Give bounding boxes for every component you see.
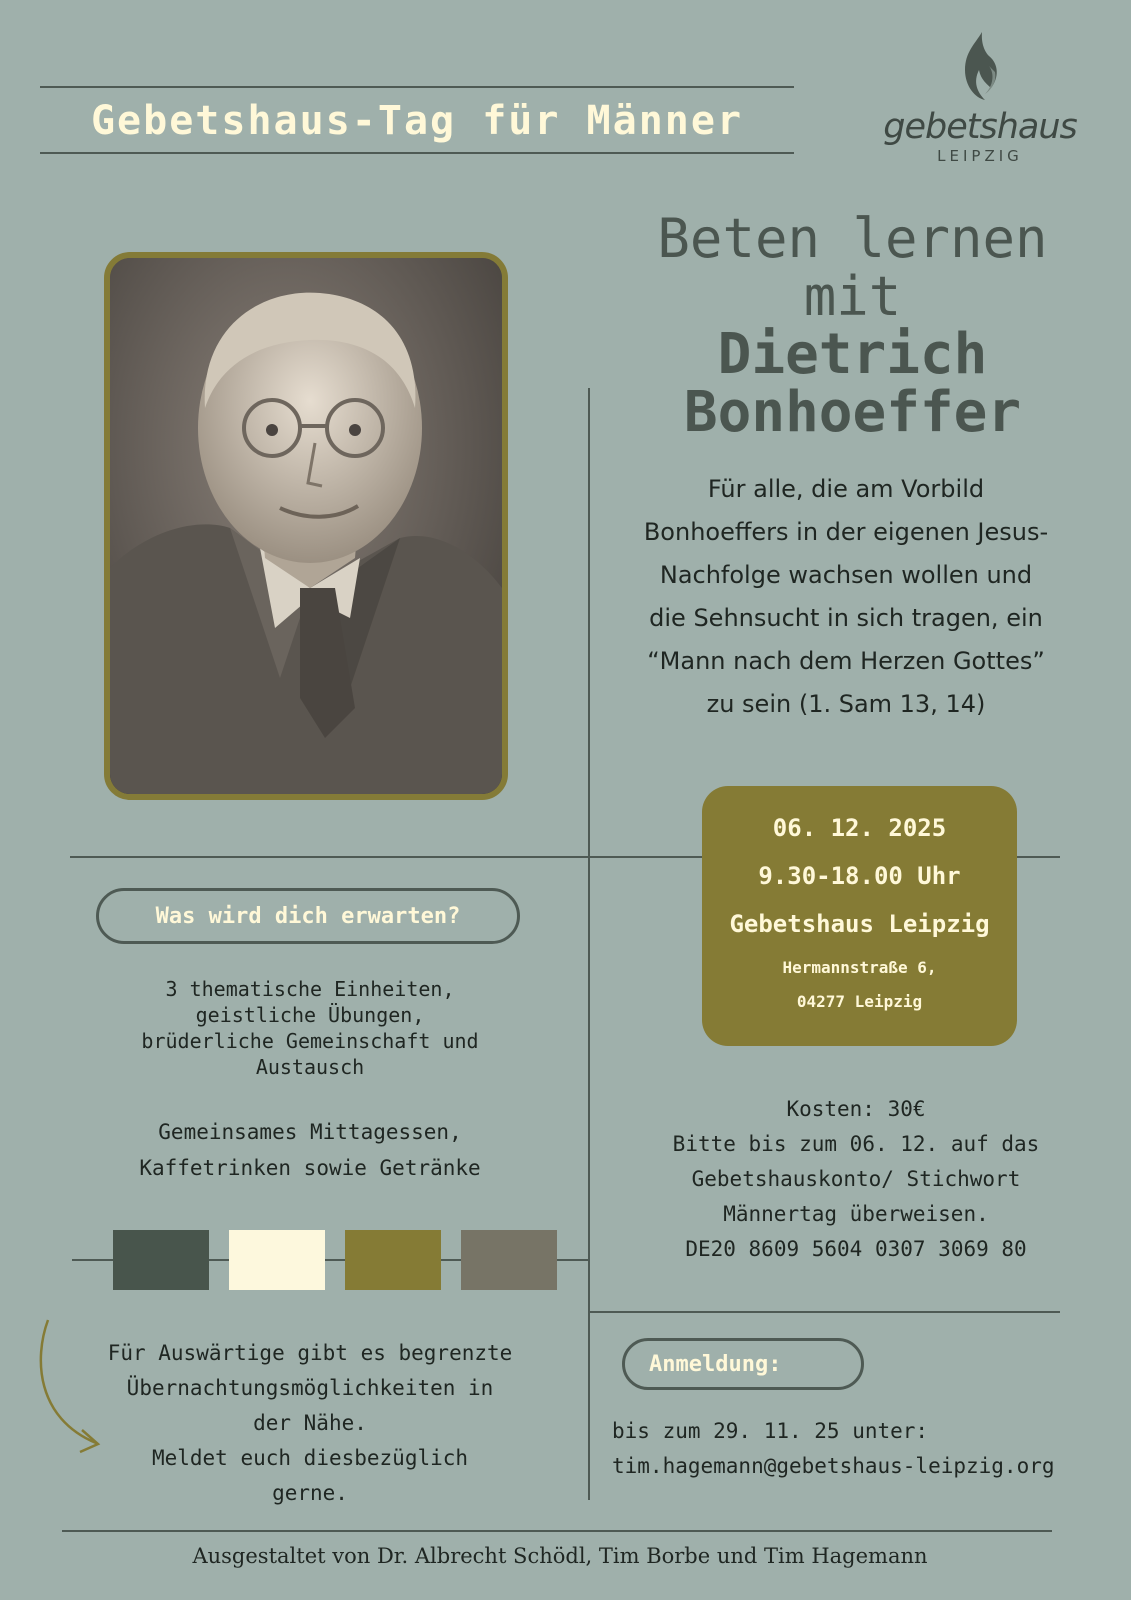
event-zip: 04277 Leipzig: [796, 992, 923, 1011]
flame-icon: [955, 30, 1005, 105]
swatch-cream: [229, 1230, 325, 1290]
logo-wordmark: gebetshaus: [883, 107, 1077, 147]
gebetshaus-logo: [880, 30, 1080, 165]
swatch-grey: [461, 1230, 557, 1290]
register-info: bis zum 29. 11. 25 unter: tim.hagemann@gebetshaus-leipzig.org: [612, 1419, 1055, 1478]
vertical-divider: [588, 388, 590, 1500]
intro-line: die Sehnsucht in sich tragen, ein: [649, 604, 1043, 632]
headline-line-1: Beten lernen: [657, 207, 1048, 270]
portrait-photo: [104, 252, 508, 800]
accommodation-note: Für Auswärtige gibt es begrenzte Übernachtungsmöglichkeiten in der Nähe. Meldet euch diesbezüglich gerne.: [107, 1341, 513, 1505]
logo-city: LEIPZIG: [937, 147, 1023, 165]
swatch-olive: [345, 1230, 441, 1290]
divider-middle-left: [70, 856, 588, 858]
event-date: 06. 12. 2025: [772, 814, 947, 842]
intro-line: Für alle, die am Vorbild: [707, 475, 985, 503]
headline-line-2: mit: [803, 265, 902, 328]
costs-info: Kosten: 30€ Bitte bis zum 06. 12. auf das Gebetshauskonto/ Stichwort Männertag überweisen. DE20 8609 5604 0307 3069 80: [672, 1097, 1040, 1261]
event-card: [702, 786, 1017, 1046]
footer-credits: Ausgestaltet von Dr. Albrecht Schödl, Tim Borbe und Tim Hagemann: [192, 1544, 928, 1568]
headline-line-3: Dietrich: [717, 322, 988, 387]
headline: [600, 207, 1105, 445]
event-street: Hermannstraße 6,: [782, 958, 937, 977]
divider-lower-right: [590, 1311, 1060, 1313]
intro-line: Nachfolge wachsen wollen und: [659, 561, 1033, 589]
swatch-dark-green: [113, 1230, 209, 1290]
expect-heading: Was wird dich erwarten?: [96, 888, 520, 944]
headline-line-4: Bonhoeffer: [683, 380, 1022, 445]
intro-line: “Mann nach dem Herzen Gottes”: [647, 647, 1045, 675]
expect-meal: Gemeinsames Mittagessen, Kaffetrinken sowie Getränke: [139, 1120, 481, 1180]
header-title: Gebetshaus-Tag für Männer: [90, 98, 744, 144]
intro-line: Bonhoeffers in der eigenen Jesus-: [643, 518, 1049, 546]
event-place: Gebetshaus Leipzig: [729, 910, 990, 938]
register-heading: Anmeldung:: [622, 1338, 864, 1390]
event-time: 9.30-18.00 Uhr: [758, 862, 961, 890]
intro-text: [606, 468, 1086, 726]
expect-items: 3 thematische Einheiten, geistliche Übungen, brüderliche Gemeinschaft und Austausch: [141, 977, 479, 1079]
portrait-illustration: [110, 258, 502, 794]
intro-line: zu sein (1. Sam 13, 14): [706, 690, 986, 718]
divider-footer: [62, 1530, 1052, 1532]
